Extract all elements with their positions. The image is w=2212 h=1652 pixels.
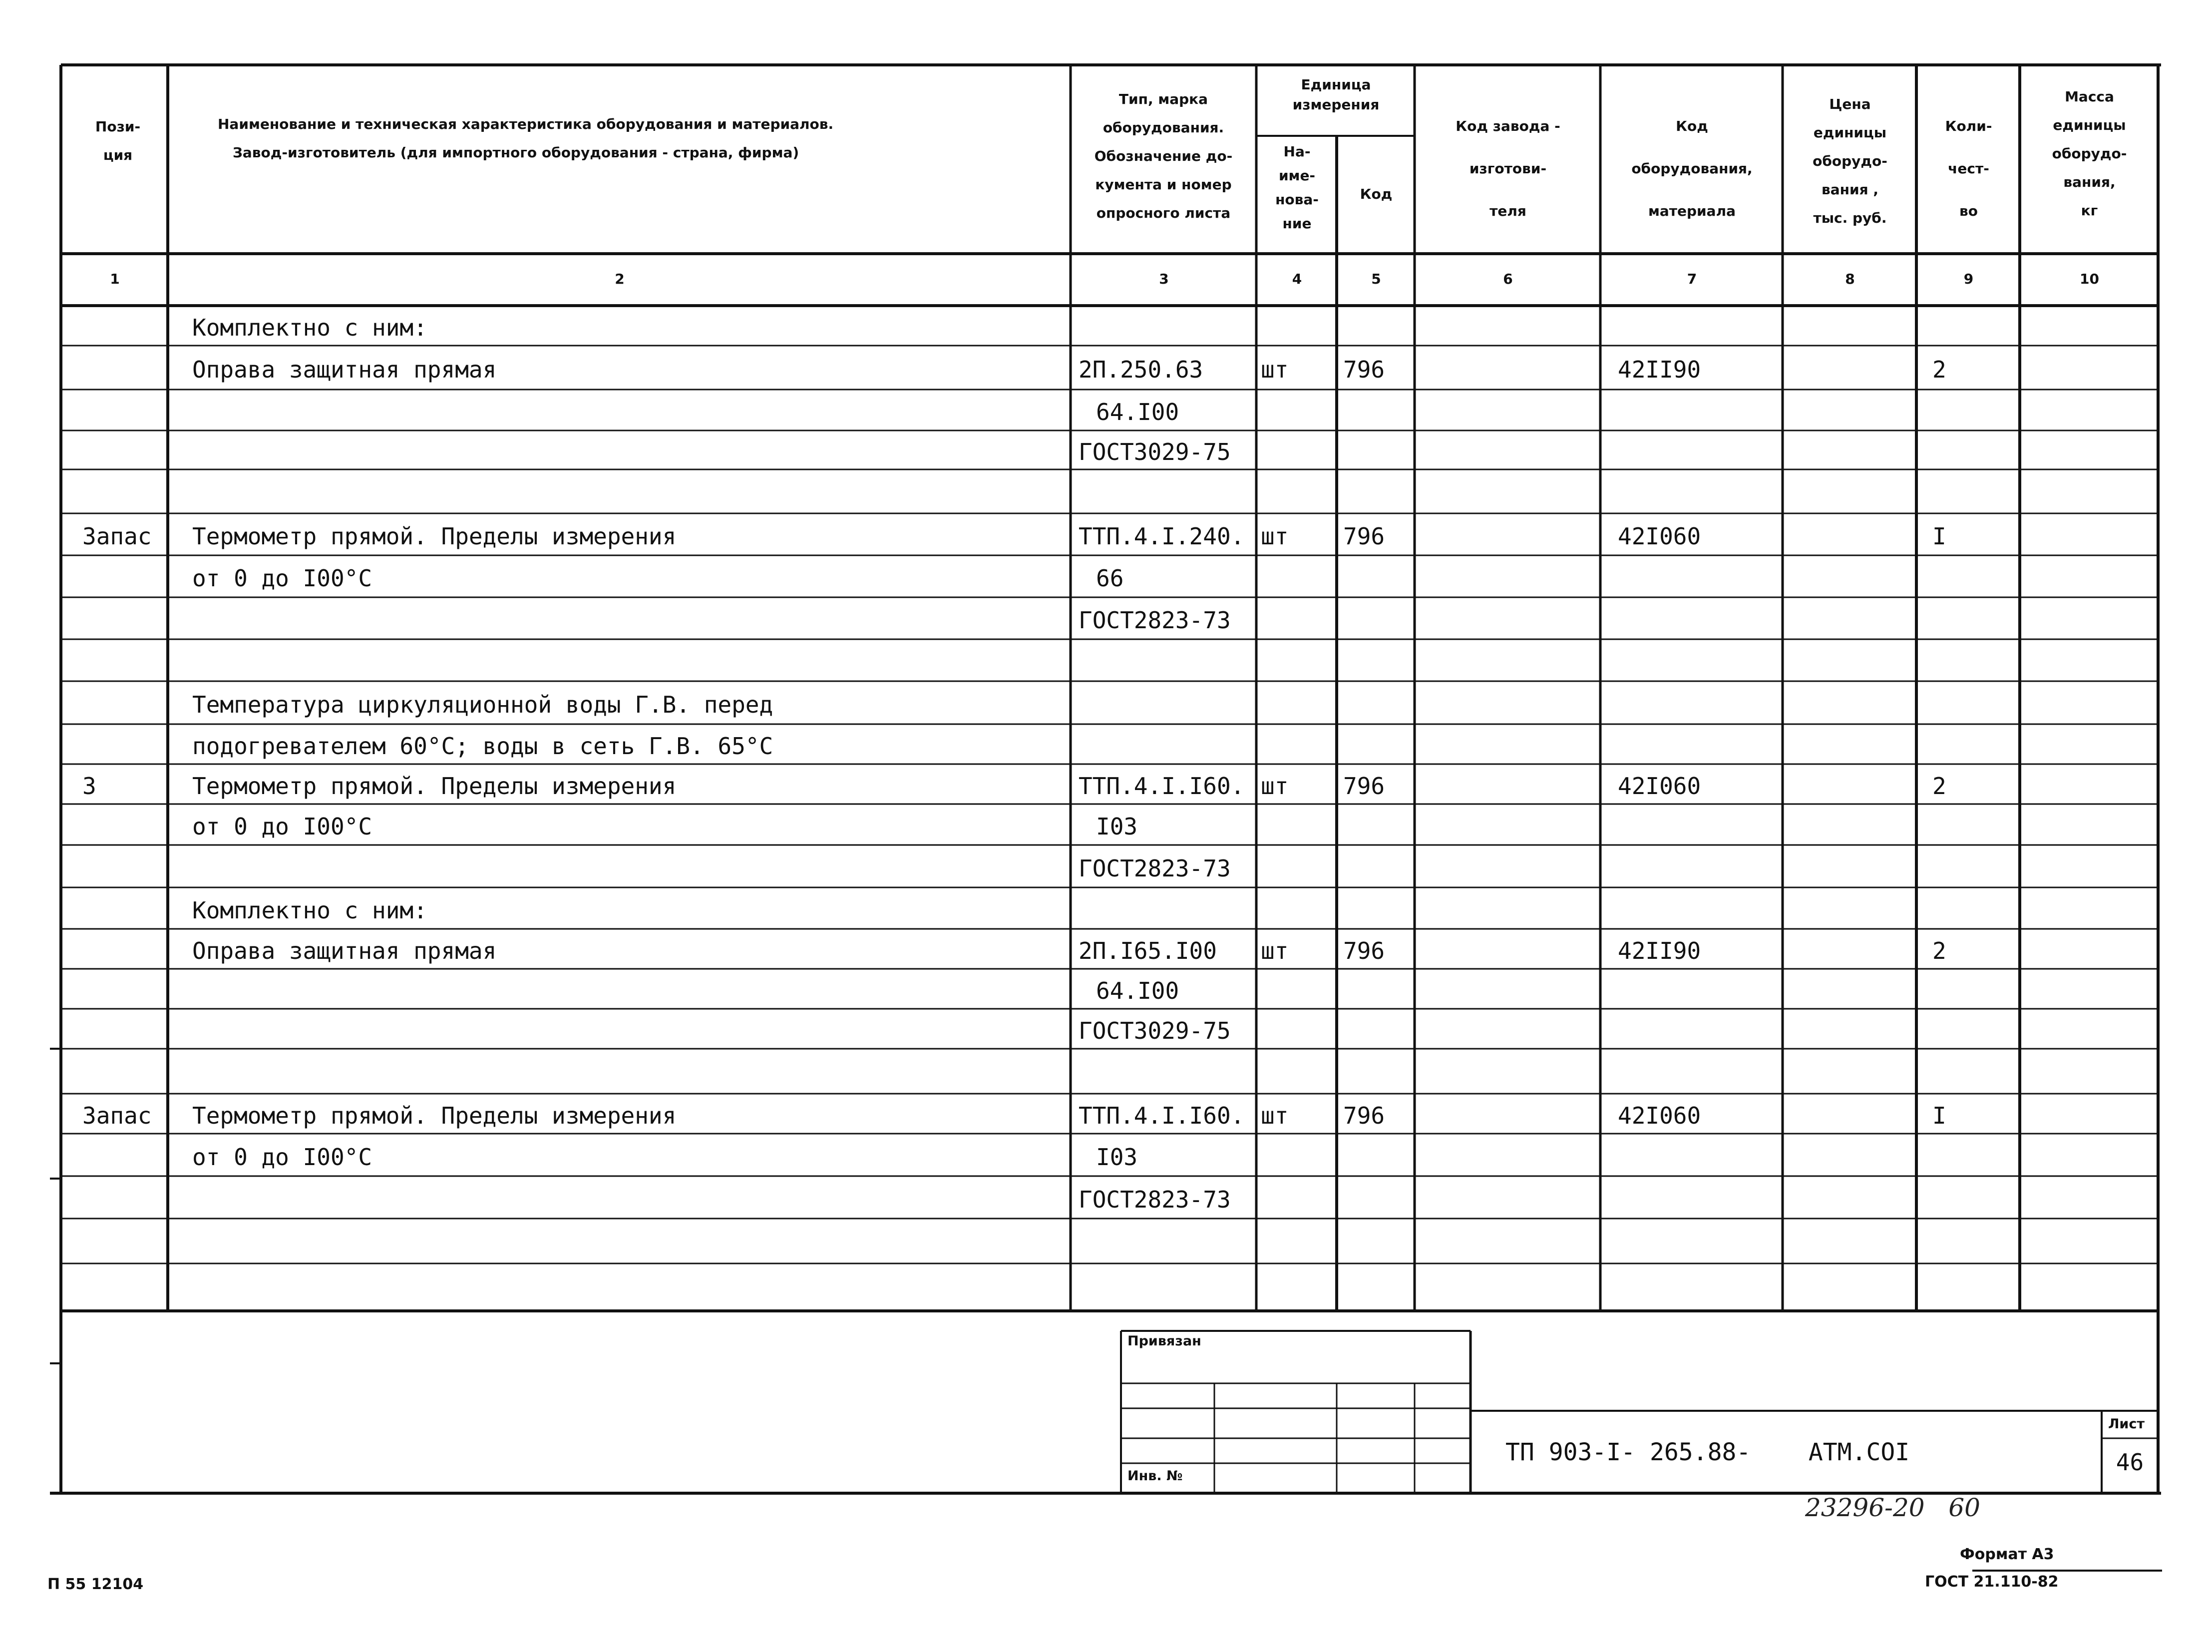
type-cell: I03 [1096,813,1138,840]
position-cell: Запас [82,1102,152,1129]
header-factory-code: Код завода - изготови- теля [1456,118,1560,219]
type-cell: ГОСТ2823-73 [1079,854,1231,882]
name-cell: Комплектно с ним: [192,314,427,341]
colnum-7: 7 [1687,271,1697,287]
name-cell: Комплектно с ним: [192,896,427,924]
type-cell: ТТП.4.I.240. [1079,523,1245,550]
colnum-10: 10 [2080,271,2099,287]
quantity-cell: 2 [1932,356,1946,383]
unit-cell: шт [1261,1102,1289,1129]
colnum-1: 1 [110,271,120,287]
type-cell: ТТП.4.I.I60. [1079,1102,1245,1129]
header-position: Пози- ция [95,118,141,163]
document-designation: ТП 903-I- 265.88- АТМ.COI [1505,1438,1910,1466]
name-cell: Термометр прямой. Пределы измерения [192,523,677,550]
name-cell: Термометр прямой. Пределы измерения [192,1102,677,1129]
sheet-number: 46 [2116,1449,2144,1476]
colnum-3: 3 [1159,271,1169,287]
quantity-cell: 2 [1932,937,1946,964]
quantity-cell: I [1932,523,1946,550]
unit-cell: шт [1261,937,1289,964]
colnum-6: 6 [1503,271,1513,287]
unit-code-cell: 796 [1343,356,1385,383]
unit-code-cell: 796 [1343,1102,1385,1129]
type-cell: I03 [1096,1143,1138,1171]
unit-cell: шт [1261,523,1289,550]
name-cell: Оправа защитная прямая [192,937,497,964]
name-cell: от 0 до I00°C [192,1143,372,1171]
header-unit-name: На- име- нова- ние [1275,143,1319,232]
header-type: Тип, марка оборудования. Обозначение до- кумента и номер опросного листа [1094,91,1233,221]
colnum-5: 5 [1371,271,1381,287]
name-cell: подогревателем 60°C; воды в сеть Г.В. 65°C [192,733,773,760]
header-mass: Масса единицы оборудо- вания, кг [2052,88,2127,219]
colnum-2: 2 [615,271,625,287]
material-code-cell: 42I060 [1618,773,1701,800]
type-cell: 64.I00 [1096,977,1179,1004]
quantity-cell: 2 [1932,773,1946,800]
unit-code-cell: 796 [1343,523,1385,550]
linked-label: Привязан [1127,1333,1201,1349]
position-cell: 3 [82,773,96,800]
type-cell: 66 [1096,565,1124,592]
name-cell: от 0 до I00°C [192,813,372,840]
unit-code-cell: 796 [1343,937,1385,964]
format-label: Формат А3 [1960,1546,2054,1563]
inventory-number-label: Инв. № [1127,1468,1183,1484]
header-unit-group: Единица измерения [1292,76,1380,113]
unit-cell: шт [1261,356,1289,383]
name-cell: Термометр прямой. Пределы измерения [192,773,677,800]
colnum-9: 9 [1963,271,1974,287]
type-cell: ГОСТ3029-75 [1079,1017,1231,1044]
name-cell: от 0 до I00°C [192,565,372,592]
unit-code-cell: 796 [1343,773,1385,800]
header-unit-code: Код [1360,186,1393,202]
header-quantity: Коли- чест- во [1945,118,1992,219]
left-code-label: П 55 12104 [47,1576,144,1593]
type-cell: 2П.250.63 [1079,356,1203,383]
type-cell: ТТП.4.I.I60. [1079,773,1245,800]
material-code-cell: 42II90 [1618,356,1701,383]
type-cell: 2П.I65.I00 [1079,937,1217,964]
type-cell: 64.I00 [1096,399,1179,425]
name-cell: Оправа защитная прямая [192,356,497,383]
colnum-4: 4 [1292,271,1302,287]
header-material-code: Код оборудования, материала [1631,118,1753,219]
material-code-cell: 42I060 [1618,1102,1701,1129]
unit-cell: шт [1261,773,1289,800]
standard-label: ГОСТ 21.110-82 [1925,1573,2059,1591]
quantity-cell: I [1932,1102,1946,1129]
colnum-8: 8 [1845,271,1855,287]
type-cell: ГОСТ2823-73 [1079,1186,1231,1213]
header-price: Цена единицы оборудо- вания , тыс. руб. [1813,96,1887,226]
header-name: Наименование и техническая характеристика оборудования и материалов. Завод-изготовитель (для импортного оборудования - страна, фирма) [218,116,834,161]
handwritten-note: 23296-20 60 [1805,1493,1980,1522]
name-cell: Температура циркуляционной воды Г.В. перед [192,691,773,718]
material-code-cell: 42I060 [1618,523,1701,550]
type-cell: ГОСТ3029-75 [1079,438,1231,465]
sheet-label: Лист [2108,1416,2145,1432]
material-code-cell: 42II90 [1618,937,1701,964]
type-cell: ГОСТ2823-73 [1079,607,1231,634]
position-cell: Запас [82,523,152,550]
